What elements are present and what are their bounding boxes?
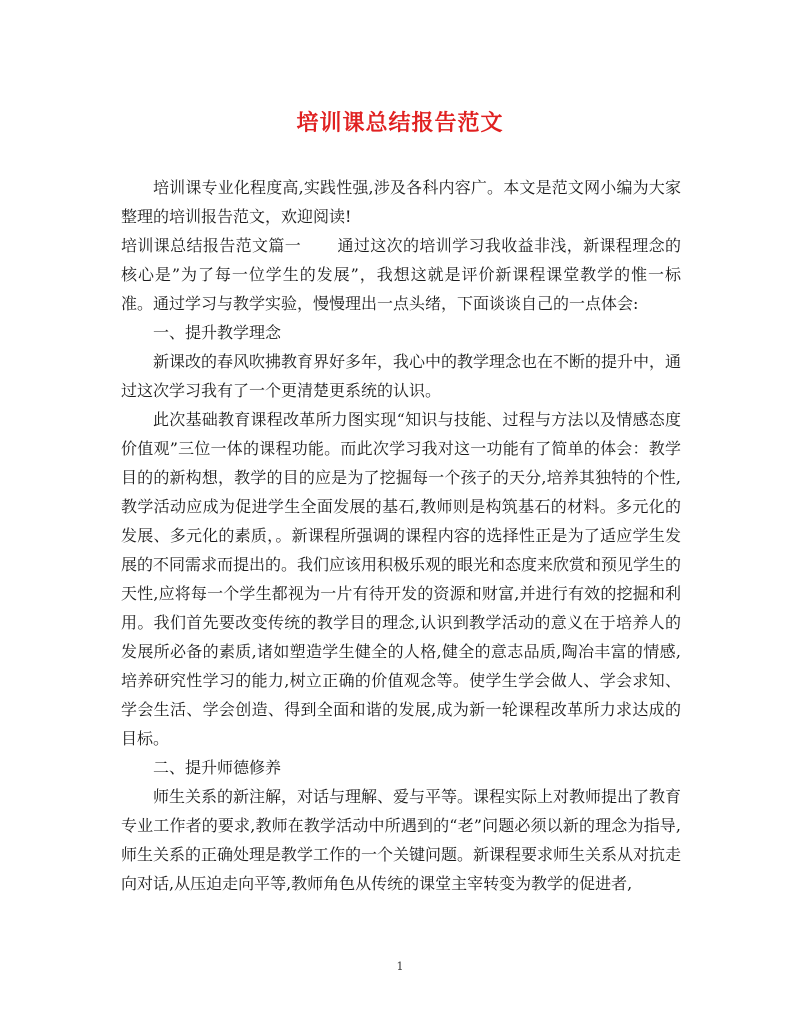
section-paragraph [121, 231, 681, 318]
heading-2: 二、提升师德修养 [153, 758, 282, 777]
document-body [121, 173, 681, 898]
intro-paragraph: 培训课专业化程度高,实践性强,涉及各科内容广。本文是范文网小编为大家整理的培训报告范文，欢迎阅读! [121, 178, 681, 226]
heading-1: 一、提升教学理念 [153, 323, 282, 342]
document-title: 培训课总结报告范文 [296, 110, 504, 136]
page-number: 1 [396, 960, 404, 973]
paragraph-2: 此次基础教育课程改革所力图实现“知识与技能、过程与方法以及情感态度价值观”三位一体的课程功能。而此次学习我对这一功能有了简单的体会：教学目的的新构想，教学的目的应是为了挖掘每一个孩子的天分,培养其独特的个性,教学活动应成为促进学生全面发展的基石,教师则是构筑基石的材料。多元化的发展、多元化的素质，。新课程所强调的课程内容的选择性正是为了适应学生发展的不同需求而提出的。我们应该用积极乐观的眼光和态度来欣赏和预见学生的天性,应将每一个学生都视为一片有待开发的资源和财富,并进行有效的挖掘和利用。我们首先要改变传统的教学目的理念,认识到教学活动的意义在于培养人的发展所必备的素质,诸如塑造学生健全的人格,健全的意志品质,陶冶丰富的情感,培养研究性学习的能力,树立正确的价值观念等。使学生学会做人、学会求知、学会生活、学会创造、得到全面和谐的发展,成为新一轮课程改革所力求达成的目标。 [121, 410, 682, 748]
paragraph-3: 师生关系的新注解，对话与理解、爱与平等。课程实际上对教师提出了教育专业工作者的要求,教师在教学活动中所遇到的“老”问题必须以新的理念为指导,师生关系的正确处理是教学工作的一个关键问题。新课程要求师生关系从对抗走向对话,从压迫走向平等,教师角色从传统的课堂主宰转变为教学的促进者, [121, 787, 682, 893]
section-text: 通过这次的培训学习我收益非浅，新课程理念的核心是”为了每一位学生的发展”，我想这就是评价新课程课堂教学的惟一标准。通过学习与教学实验，慢慢理出一点头绪，下面谈谈自己的一点体会: [121, 236, 681, 313]
paragraph-1: 新课改的春风吹拂教育界好多年，我心中的教学理念也在不断的提升中，通过这次学习我有了一个更清楚更系统的认识。 [121, 352, 682, 400]
section-label: 培训课总结报告范文篇一 [121, 236, 302, 255]
